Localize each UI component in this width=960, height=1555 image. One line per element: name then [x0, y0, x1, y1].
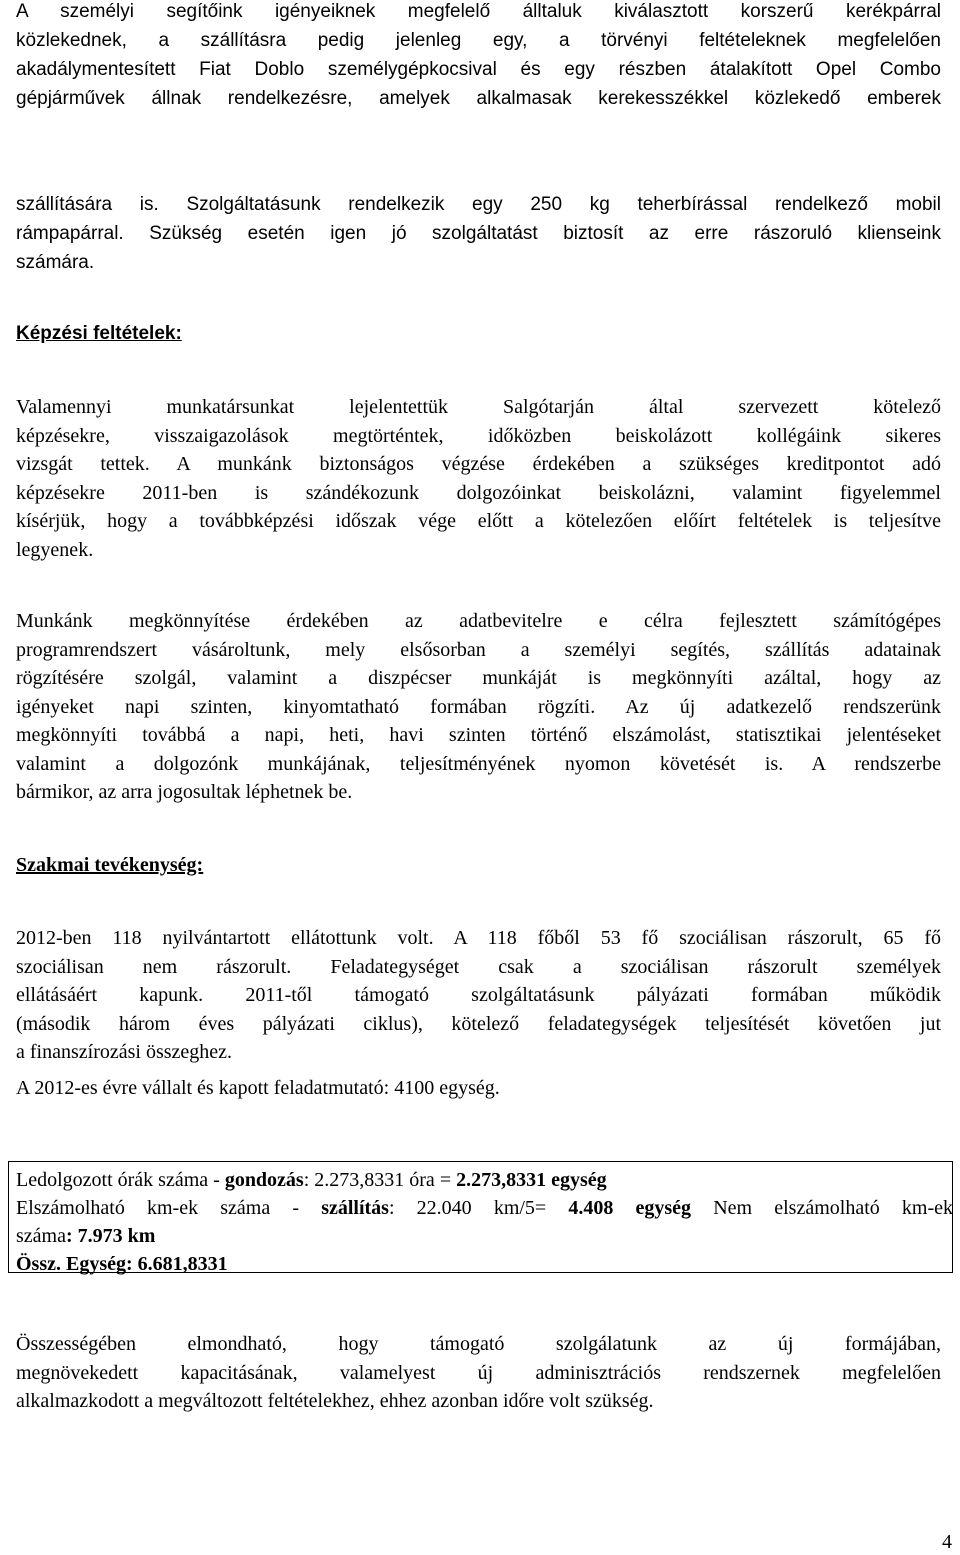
- text-line: rámpapárral. Szükség esetén igen jó szolgáltatást biztosít az erre rászoruló klienseink: [16, 223, 941, 244]
- text-line: számára.: [16, 252, 95, 273]
- text-line: vizsgát tettek. A munkánk biztonságos végzése érdekében a szükséges kreditpontot adó: [16, 453, 941, 475]
- text-line: ellátásáért kapunk. 2011-től támogató szolgáltatásunk pályázati formában működik: [16, 984, 941, 1006]
- training-heading: Képzési feltételek:: [16, 323, 182, 344]
- text-line: legyenek.: [16, 538, 94, 561]
- text-line: A személyi segítőink igényeiknek megfelelő álltaluk kiválasztott korszerű kerékpárral: [16, 1, 941, 22]
- summary-box: [8, 1161, 953, 1273]
- page-number: 4: [942, 1531, 952, 1553]
- text-line: Összességében elmondható, hogy támogató szolgálatunk az új formájában,: [16, 1333, 941, 1355]
- text-line: megkönnyíti továbbá a napi, heti, havi szinten történő elszámolást, statisztikai jelentéseket: [16, 724, 941, 746]
- text-line: szállítására is. Szolgáltatásunk rendelkezik egy 250 kg teherbírással rendelkező mobil: [16, 194, 941, 215]
- professional-paragraph: [16, 924, 941, 1067]
- text-line: képzésekre 2011-ben is szándékozunk dolgozóinkat beiskolázni, valamint figyelemmel: [16, 481, 941, 504]
- training-paragraph: [16, 393, 941, 564]
- text-line: rögzítésére szolgál, valamint a diszpécser munkáját is megkönnyíti azáltal, hogy az: [16, 667, 941, 689]
- text-line: akadálymentesített Fiat Doblo személygépkocsival és egy részben átalakított Opel Combo: [16, 59, 941, 80]
- text-line: valamint a dolgozónk munkájának, teljesítményének nyomon követését is. A rendszerbe: [16, 752, 941, 775]
- text-line: 2012-ben 118 nyilvántartott ellátottunk volt. A 118 főből 53 fő szociálisan rászorult, 65 fő: [16, 927, 941, 949]
- text-line: Valamennyi munkatársunkat lejelentettük Salgótarján által szervezett kötelező: [16, 396, 941, 418]
- professional-heading: Szakmai tevékenység:: [16, 854, 204, 876]
- text-line: szociálisan nem rászorult. Feladategységet csak a szociálisan rászorult személyek: [16, 955, 941, 978]
- text-line: kísérjük, hogy a továbbképzési időszak vége előtt a kötelezően előírt feltételek is teljesítve: [16, 510, 941, 532]
- conclusion-paragraph: [16, 1330, 941, 1416]
- text-line: megnövekedett kapacitásának, valamelyest új adminisztrációs rendszernek megfelelően: [16, 1361, 941, 1384]
- intro-paragraph-bottom: [16, 190, 941, 277]
- text-line: a finanszírozási összeghez.: [16, 1041, 233, 1063]
- text-line: igényeket napi szinten, kinyomtatható formában rögzíti. Az új adatkezelő rendszerünk: [16, 695, 941, 718]
- text-line: közlekednek, a szállításra pedig jelenleg egy, a törvényi feltételeknek megfelelően: [16, 30, 941, 51]
- text-line: gépjárművek állnak rendelkezésre, amelyek alkalmasak kerekesszékkel közlekedő emberek: [16, 88, 941, 109]
- intro-paragraph-top: [16, 0, 941, 113]
- summary-row-care-hours: Ledolgozott órák száma - gondozás: 2.273,8331 óra = 2.273,8331 egység: [16, 1169, 607, 1191]
- text-line: képzésekre, visszaigazolások megtörténtek, időközben beiskolázott kollégáink sikeres: [16, 424, 941, 447]
- software-paragraph: [16, 607, 941, 807]
- summary-row-total: Össz. Egység: 6.681,8331: [16, 1253, 228, 1275]
- text-line: bármikor, az arra jogosultak léphetnek be.: [16, 781, 353, 803]
- text-line: Munkánk megkönnyítése érdekében az adatbevitelre e célra fejlesztett számítógépes: [16, 610, 941, 632]
- task-indicator-text: A 2012-es évre vállalt és kapott feladatmutató: 4100 egység.: [16, 1077, 500, 1099]
- summary-row-transport-km: Elszámolható km-ek száma - szállítás: 22.040 km/5= 4.408 egység Nem elszámolható km-ek: [16, 1197, 953, 1219]
- text-line: programrendszert vásároltunk, mely elsősorban a személyi segítés, szállítás adatainak: [16, 638, 941, 661]
- text-line: (második három éves pályázati ciklus), kötelező feladategységek teljesítését követően jut: [16, 1012, 941, 1035]
- summary-row-non-billable-km: száma: 7.973 km: [16, 1225, 156, 1247]
- text-line: alkalmazkodott a megváltozott feltételekhez, ehhez azonban időre volt szükség.: [16, 1390, 654, 1412]
